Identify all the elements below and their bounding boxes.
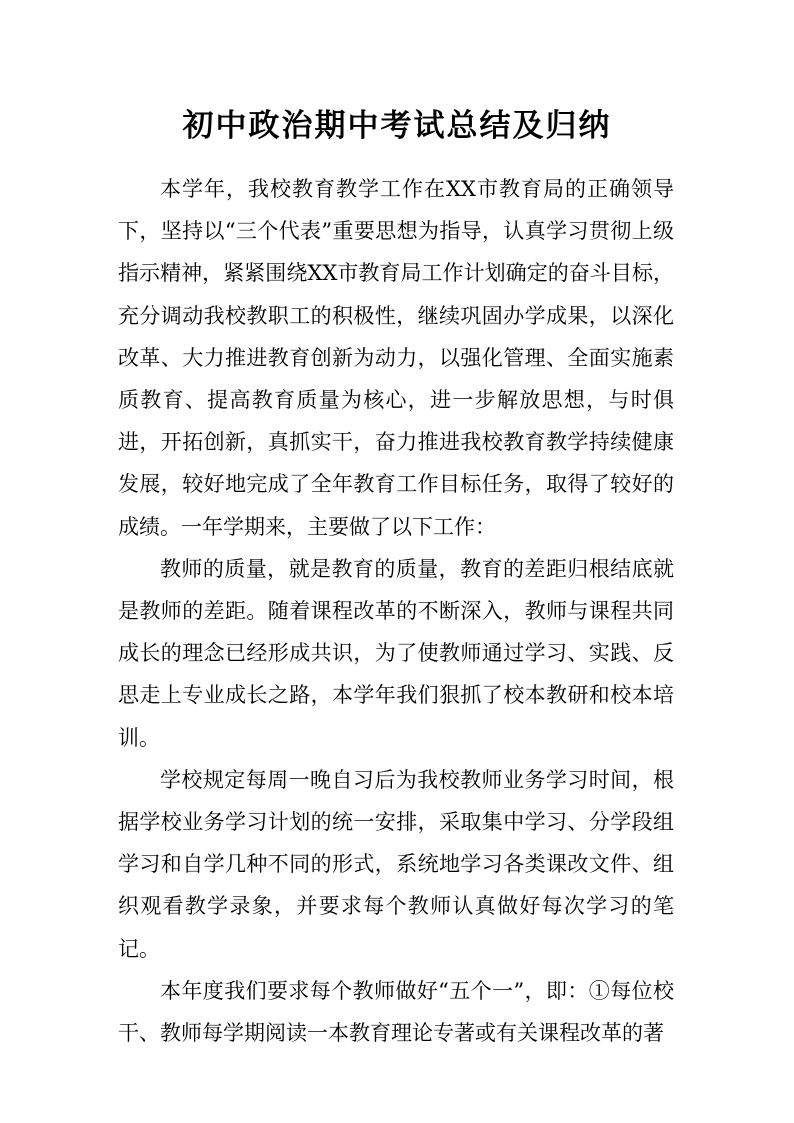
paragraph: 本年度我们要求每个教师做好“五个一”，即：①每位校干、教师每学期阅读一本教育理论专著或有关课程改革的著	[118, 978, 674, 1046]
paragraph: 本学年，我校教育教学工作在XX市教育局的正确领导下，坚持以“三个代表”重要思想为指导，认真学习贯彻上级指示精神，紧紧围绕XX市教育局工作计划确定的奋斗目标，充分调动我校教职工的积极性，继续巩固办学成果，以深化改革、大力推进教育创新为动力，以强化管理、全面实施素质教育、提高教育质量为核心，进一步解放思想，与时俱进，开拓创新，真抓实干，奋力推进我校教育教学持续健康发展，较好地完成了全年教育工作目标任务，取得了较好的成绩。一年学期来，主要做了以下工作：	[118, 177, 674, 539]
document-title: 初中政治期中考试总结及归纳	[182, 108, 612, 144]
document-body	[118, 168, 674, 1054]
paragraph: 学校规定每周一晚自习后为我校教师业务学习时间，根据学校业务学习计划的统一安排，采取集中学习、分学段组学习和自学几种不同的形式，系统地学习各类课改文件、组织观看教学录象，并要求每个教师认真做好每次学习的笔记。	[118, 767, 674, 961]
paragraph: 教师的质量，就是教育的质量，教育的差距归根结底就是教师的差距。随着课程改革的不断深入，教师与课程共同成长的理念已经形成共识，为了使教师通过学习、实践、反思走上专业成长之路，本学年我们狠抓了校本教研和校本培训。	[118, 556, 674, 750]
